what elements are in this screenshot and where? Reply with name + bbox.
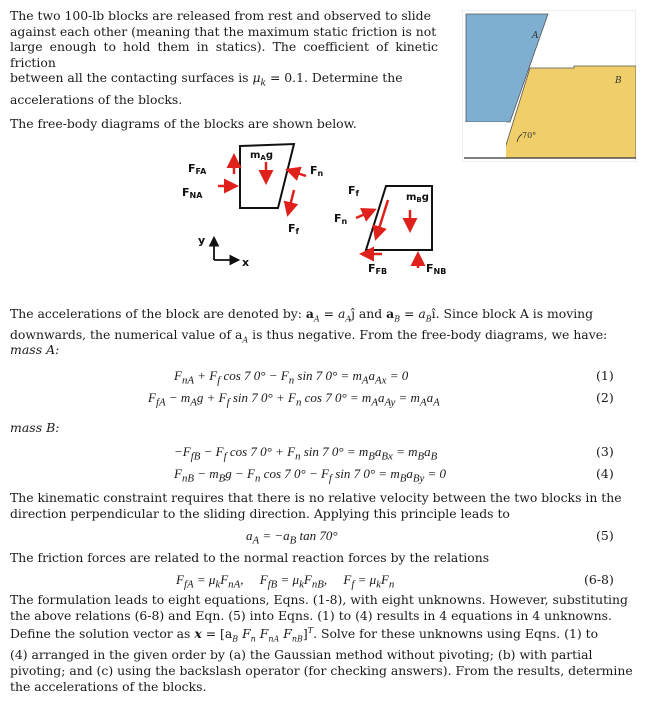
- accel-l1g: a: [386, 306, 395, 321]
- label-fn-b: Fn: [334, 212, 348, 226]
- arrow-fn-a: [288, 170, 306, 176]
- accel-l1e: A: [345, 314, 352, 324]
- arrow-ff-b: [376, 200, 388, 238]
- label-fnb: FNB: [426, 262, 447, 276]
- form-line-6: the accelerations of the blocks.: [10, 678, 207, 694]
- mass-b-label: mass B:: [10, 420, 60, 435]
- intro-line-2: against each other (meaning that the maximum static friction is not: [10, 23, 437, 39]
- equations-6-8-number: (6-8): [584, 572, 614, 587]
- label-b: B: [615, 76, 622, 86]
- free-body-diagrams: [170, 138, 470, 288]
- intro-line-1: The two 100-lb blocks are released from rest and observed to slide: [10, 8, 431, 23]
- equation-1-number: (1): [596, 368, 614, 383]
- accel-l2c: is thus negative. From the free-body diagrams, we have:: [248, 327, 608, 343]
- accel-line-2: [10, 327, 640, 348]
- accel-line-1: [10, 306, 640, 327]
- axis-y-label: y: [198, 234, 206, 247]
- accel-l1k: î. Since block A is moving: [431, 306, 594, 321]
- mass-a-label: mass A:: [10, 342, 60, 357]
- equations-6-8: $F_{fA} = \mu_kF_{nA}$, $F_{fB} = \mu_kF_{nB}$, $F_f = \mu_kF_n$: [176, 572, 395, 591]
- accel-l1j: B: [425, 314, 432, 324]
- form-l3a: Define the solution vector as: [10, 626, 195, 642]
- equation-5-number: (5): [596, 528, 614, 543]
- label-mag: $m_Ag$: [250, 150, 274, 162]
- intro-line-5: accelerations of the blocks.: [10, 92, 183, 108]
- problem-intro: [10, 8, 438, 108]
- form-l3g: F: [255, 626, 269, 642]
- accel-l1c: A: [313, 314, 320, 324]
- accel-l2b: A: [242, 335, 249, 345]
- intro-line-4: [10, 70, 438, 92]
- accel-l1f: ĵ and: [351, 306, 387, 321]
- intro-line-3: large enough to hold them in statics). The coefficient of kinetic friction: [10, 39, 438, 70]
- kin-line-1: The kinematic constraint requires that there is no relative velocity between the two blocks in the: [10, 490, 622, 505]
- equation-2-number: (2): [596, 390, 614, 405]
- axis-x-label: x: [242, 256, 250, 269]
- accel-l1i: = a: [400, 306, 426, 321]
- form-line-2: the above relations (6-8) and Eqn. (5) into Eqns. (1) to (4) results in 4 equations in 4 unknowns.: [10, 607, 612, 623]
- kinematic-paragraph: [10, 490, 640, 521]
- arrow-ff-a: [288, 190, 294, 214]
- label-a: A: [532, 31, 539, 41]
- equation-2: $F_{fA} - m_Ag + F_f$ sin 7 $0^\circ + F_n$ cos 7 $0^\circ = m_Aa_{Ay} = m_Aa_A$: [148, 390, 440, 409]
- equation-4: $F_{nB} - m_Bg - F_n$ cos 7 $0^\circ - F_f$ sin 7 $0^\circ = m_Ba_{By} = 0$: [174, 466, 447, 485]
- mu-value: = 0.1. Determine the: [266, 70, 403, 86]
- formulation-paragraph: [10, 592, 640, 694]
- equation-3: $-F_{fB} - F_f$ cos 7 $0^\circ + F_n$ sin 7 $0^\circ = m_Ba_{Bx} = m_Ba_B$: [174, 444, 438, 463]
- accel-l1a: The accelerations of the block are denoted by:: [10, 306, 306, 321]
- form-l3f: n: [250, 634, 256, 644]
- accel-l1h: B: [394, 314, 401, 324]
- label-fn-a: Fn: [310, 164, 324, 178]
- label-ff-b: Ff: [348, 184, 359, 198]
- mu-subscript: k: [260, 78, 266, 89]
- form-l3b: x: [194, 626, 202, 642]
- form-l3c: = [a: [201, 626, 233, 642]
- label-mbg: $m_Bg$: [406, 192, 429, 204]
- accel-l2a: downwards, the numerical value of a: [10, 327, 243, 343]
- form-l3k: ]: [302, 626, 308, 642]
- form-l3m: . Solve for these unknowns using Eqns. (1) to: [313, 626, 599, 642]
- form-l3j: nB: [291, 634, 303, 644]
- equation-1: $F_{nA} + F_f$ cos 7 $0^\circ - F_n$ sin 7 $0^\circ = m_Aa_{Ax} = 0$: [174, 368, 409, 387]
- label-ffb: FFB: [368, 262, 388, 276]
- angle-label: 70°: [522, 131, 537, 140]
- form-l3d: B: [232, 634, 239, 644]
- intro-line-4-text: between all the contacting surfaces is: [10, 70, 253, 86]
- label-ffa: FFA: [188, 162, 207, 176]
- form-line-3: [10, 623, 640, 647]
- accel-l1b: a: [305, 306, 314, 321]
- form-l3i: F: [279, 626, 292, 642]
- equation-3-number: (3): [596, 444, 614, 459]
- equation-4-number: (4): [596, 466, 614, 481]
- form-line-5: pivoting; and (c) using the backslash operator (for checking answers). From the results, determine: [10, 662, 633, 678]
- accel-paragraph: [10, 306, 640, 348]
- fbd-intro: The free-body diagrams of the blocks are shown below.: [10, 116, 357, 131]
- kin-line-2: direction perpendicular to the sliding direction. Applying this principle leads to: [10, 505, 510, 521]
- label-fna: FNA: [182, 186, 203, 200]
- form-l3e: F: [238, 626, 251, 642]
- form-l3h: nA: [268, 634, 280, 644]
- equation-5: $a_A = -a_B$ tan 70°: [246, 528, 338, 547]
- problem-figure: [462, 10, 636, 162]
- form-line-1: The formulation leads to eight equations, Eqns. (1-8), with eight unknowns. However, substituting: [10, 592, 628, 607]
- form-line-4: (4) arranged in the given order by (a) the Gaussian method without pivoting; (b) with partial: [10, 647, 593, 663]
- accel-l1d: = a: [319, 306, 346, 321]
- mu-symbol: μ: [252, 70, 261, 86]
- arrow-fn-b: [356, 210, 374, 218]
- form-l3l: T: [307, 626, 314, 636]
- friction-paragraph: The friction forces are related to the normal reaction forces by the relations: [10, 550, 490, 565]
- label-ff-a: Ff: [288, 222, 299, 236]
